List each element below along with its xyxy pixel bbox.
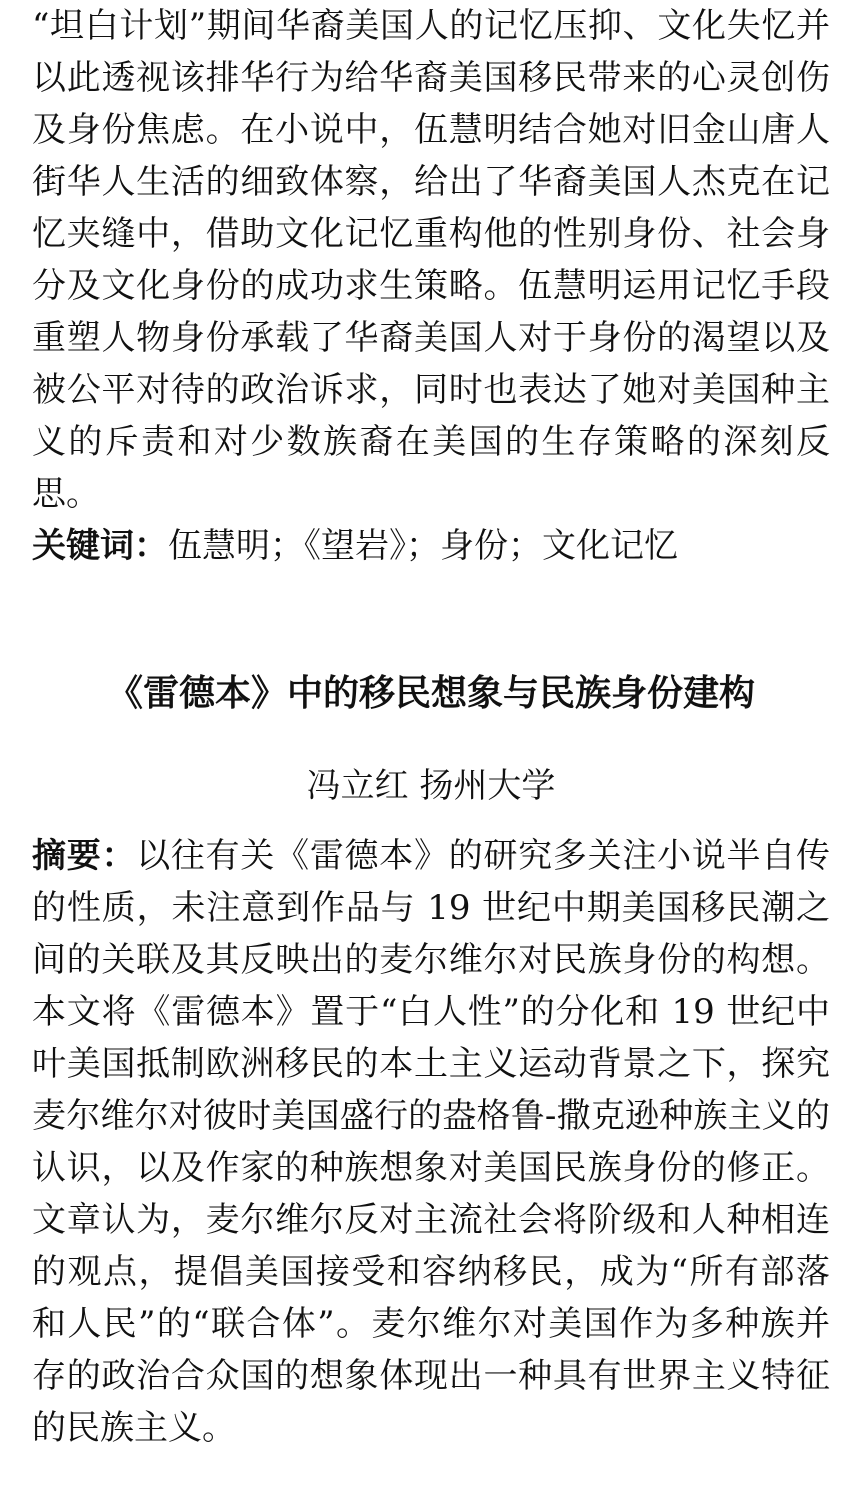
previous-abstract-text: “坦白计划”期间华裔美国人的记忆压抑、文化失忆并以此透视该排华行为给华裔美国移民带来的心灵创伤及身份焦虑。在小说中，伍慧明结合她对旧金山唐人街华人生活的细致体察，给出了华裔美国人杰克在记忆夹缝中，借助文化记忆重构他的性别身份、社会身分及文化身份的成功求生策略。伍慧明运用记忆手段重塑人物身份承载了华裔美国人对于身份的渴望以及被公平对待的政治诉求，同时也表达了她对美国种主义的斥责和对少数族裔在美国的生存策略的深刻反思。 (32, 6, 830, 514)
abstract-paragraph (32, 830, 830, 1454)
keywords-label: 关键词： (32, 526, 168, 566)
abstract-label: 摘要： (32, 836, 137, 876)
keywords-line (32, 520, 830, 572)
keywords-text: 伍慧明；《望岩》；身份；文化记忆 (168, 526, 678, 566)
author-line: 冯立红 扬州大学 (306, 766, 556, 806)
abstract-text: 以往有关《雷德本》的研究多关注小说半自传的性质，未注意到作品与 19 世纪中期美国移民潮之间的关联及其反映出的麦尔维尔对民族身份的构想。本文将《雷德本》置于“白人性”的分化和 19 世纪中叶美国抵制欧洲移民的本土主义运动背景之下，探究麦尔维尔对彼时美国盛行的盎格鲁-撒克逊种族主义的认识，以及作家的种族想象对美国民族身份的修正。文章认为，麦尔维尔反对主流社会将阶级和人种相连的观点，提倡美国接受和容纳移民，成为“所有部落和人民”的“联合体”。麦尔维尔对美国作为多种族并存的政治合众国的想象体现出一种具有世界主义特征的民族主义。 (32, 836, 831, 1448)
article-title: 《雷德本》中的移民想象与民族身份建构 (106, 673, 755, 714)
